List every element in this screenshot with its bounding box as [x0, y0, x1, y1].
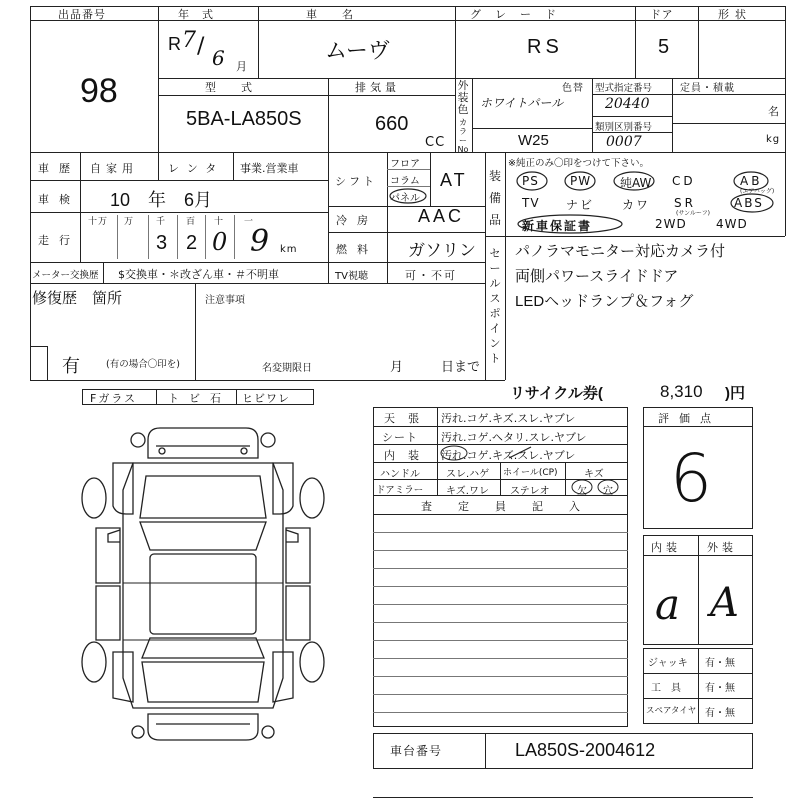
ac-label: 冷房 [336, 214, 378, 227]
glass-front: Fガラス [90, 392, 137, 405]
car-name: ムーヴ [325, 38, 390, 63]
displacement-value: 660 [375, 113, 409, 135]
shift-label: シフト [335, 175, 377, 188]
sales-point-3: LEDヘッドランプ＆フォグ [515, 293, 694, 310]
exterior-grade-label: 外装 [707, 541, 737, 554]
equip-2wd: 2WD [655, 217, 687, 231]
glass-crack: ヒビワレ [242, 392, 290, 405]
equip-sr-note: (サンルーフ) [676, 210, 710, 217]
stereo-label: ステレオ [510, 486, 550, 497]
score-value: 6 [670, 440, 712, 517]
fuel-value: ガソリン [408, 241, 476, 260]
mileage-unit-1: 一 [244, 217, 255, 227]
equip-aw: 純AW [620, 176, 652, 190]
lot-no-label: 出品番号 [58, 8, 106, 21]
interior-grade-label: 内装 [651, 541, 681, 554]
type-cert-value: 20440 [605, 96, 650, 112]
equip-kawa: カワ [622, 198, 651, 212]
shift-value: AT [440, 170, 468, 190]
equipment-label: 装備品 [489, 169, 502, 227]
tools-label: 工 具 [651, 683, 681, 694]
class-no-label: 類別区別番号 [595, 122, 653, 133]
repair-value: 有 [62, 356, 80, 376]
mileage-unit-10: 十 [214, 217, 225, 227]
model-label: 型 式 [205, 81, 253, 94]
interior-ceiling-label: 天 張 [384, 412, 420, 425]
chassis-label: 車台番号 [390, 744, 443, 758]
year-label: 年 式 [178, 8, 214, 21]
equip-sr: SR [674, 196, 696, 210]
caution-label: 注意事項 [205, 295, 245, 306]
shift-floor: フロア [390, 159, 420, 170]
shift-panel-circle [388, 187, 428, 205]
equip-4wd: 4WD [716, 217, 748, 231]
color-code-value: W25 [518, 132, 549, 149]
year-value: 7 [182, 28, 196, 53]
mileage-label: 走行 [38, 234, 80, 247]
repaint-label: 色替 [562, 83, 584, 94]
capacity-unit-persons: 名 [768, 105, 780, 118]
meter-options: $交換車・＊改ざん車・＃不明車 [118, 268, 279, 281]
chassis-value: LA850S-2004612 [515, 740, 656, 760]
shape-label: 形状 [718, 8, 752, 21]
tv-label: TV視聴 [335, 271, 368, 282]
tv-value: 可・不可 [405, 269, 457, 282]
dent-circle [570, 479, 594, 495]
history-label: 車歴 [38, 162, 80, 175]
shift-column: コラム [390, 176, 420, 187]
interior-trim-options: 汚れ.コゲ.キズ.スレ.ヤブレ [441, 449, 576, 462]
car-diagram [78, 418, 328, 748]
equip-ab-note: (エアバッグ) [740, 188, 775, 195]
dent-label: 欠 [577, 486, 587, 497]
mileage-unit-1k: 千 [156, 217, 167, 227]
model-value: 5BA-LA850S [186, 108, 302, 130]
exterior-color-label: 外装色 [457, 79, 469, 116]
mileage-unit: km [280, 244, 298, 255]
mirror-options: キズ.ワレ [446, 486, 489, 497]
inspection-label: 車検 [38, 193, 80, 206]
year-month-value: 6 [212, 46, 225, 70]
mileage-digit-1-place: 9 [250, 224, 270, 259]
interior-seat-options: 汚れ.コゲ.ヘタリ.スレ.ヤブレ [441, 431, 587, 444]
interior-ceiling-options: 汚れ.コゲ.キズ.スレ.ヤブレ [441, 412, 576, 425]
equip-ab: AB [740, 174, 763, 188]
history-private: 自家用 [90, 162, 138, 175]
interior-grade-value: a [655, 580, 681, 629]
sales-point-1: パノラマモニター対応カメラ付 [515, 243, 726, 260]
history-business: 事業.営業車 [240, 162, 299, 175]
fuel-label: 燃料 [336, 243, 378, 256]
lot-number: 98 [80, 72, 118, 110]
class-no-value: 0007 [606, 134, 642, 150]
repair-note: (有の場合〇印を) [106, 359, 180, 370]
equip-pw-circle [563, 170, 597, 192]
scratch-label: キズ [584, 469, 604, 480]
recycle-label: リサイクル券( [510, 385, 603, 402]
mileage-unit-100: 百 [186, 217, 197, 227]
jack-label: ジャッキ [648, 658, 688, 669]
interior-trim-dirt-circle [439, 445, 469, 461]
interior-trim-scratch-mark [505, 444, 535, 462]
doors-label: ドア [650, 8, 674, 21]
equip-pw: PW [570, 174, 592, 188]
name-change-month: 月 [390, 360, 405, 375]
interior-trim-label: 内 装 [384, 449, 420, 462]
history-rental: レンタ [168, 162, 225, 175]
handle-label: ハンドル [380, 469, 420, 480]
equip-cd: CD [672, 174, 696, 188]
mileage-unit-100k: 十万 [88, 217, 109, 227]
hole-label: 穴 [603, 486, 613, 497]
ac-value: AAC [418, 206, 465, 226]
doors-value: 5 [658, 36, 670, 58]
interior-seat-label: シート [382, 431, 418, 444]
year-slash: / [197, 34, 205, 59]
spare-tire-label: スペアタイヤ [646, 706, 697, 716]
equip-abs-circle [728, 192, 776, 214]
mileage-digit-10-place: 0 [212, 228, 228, 256]
bottom-divider [373, 797, 753, 798]
shift-panel: パネル [390, 193, 420, 204]
recycle-unit: )円 [725, 385, 745, 402]
meter-label: メーター交換歴 [32, 270, 99, 281]
equip-warranty-circle [515, 213, 625, 235]
name-change-day: 日まで [441, 360, 481, 375]
tools-value: 有・無 [705, 683, 735, 694]
sales-points-label: セールスポイント [489, 247, 501, 365]
displacement-unit: CC [425, 135, 446, 150]
equip-navi: ナビ [566, 198, 595, 212]
equip-abs: ABS [734, 196, 764, 210]
type-cert-label: 型式指定番号 [595, 83, 653, 94]
mileage-unit-10k: 万 [124, 217, 135, 227]
score-label: 評価点 [658, 412, 721, 425]
year-era: R [168, 34, 181, 54]
mileage-digit-100-place: 2 [186, 232, 198, 254]
wheel-label: ホイール(CP) [503, 468, 558, 478]
equip-aw-circle [612, 170, 656, 192]
jack-value: 有・無 [705, 658, 735, 669]
glass-chip: トビ石 [168, 392, 231, 405]
mirror-label: ドアミラー [376, 485, 424, 496]
repair-label: 修復歴 箇所 [32, 290, 123, 307]
exterior-grade-value: A [710, 580, 739, 626]
hole-circle [596, 479, 620, 495]
mileage-digit-1k-place: 3 [156, 232, 168, 254]
recycle-amount: 8,310 [660, 382, 703, 401]
sales-point-2: 両側パワースライドドア [515, 268, 679, 285]
grade-label: グレード [470, 8, 570, 21]
inspector-label: 査定員記入 [421, 500, 606, 513]
year-month-unit: 月 [236, 60, 248, 73]
equip-ps-circle [515, 170, 549, 192]
grade-value: RS [527, 36, 563, 58]
capacity-label: 定員・積載 [680, 83, 735, 94]
inspection-value: 10 年 6月 [110, 190, 213, 210]
handle-options: スレ.ハゲ [446, 469, 490, 480]
exterior-color-value: ホワイトパール [480, 96, 564, 110]
capacity-unit-kg: kg [766, 134, 781, 145]
equip-tv: TV [522, 196, 540, 210]
name-change-label: 名変期限日 [262, 363, 312, 374]
equip-ps: PS [522, 174, 539, 188]
spare-tire-value: 有・無 [705, 708, 735, 719]
displacement-label: 排気量 [355, 81, 400, 94]
equip-warranty: 新車保証書 [522, 219, 593, 233]
car-name-label: 車 名 [306, 8, 354, 21]
equipment-note: ※純正のみ〇印をつけて下さい。 [508, 158, 649, 169]
color-no-label: カラーNo [457, 118, 469, 154]
